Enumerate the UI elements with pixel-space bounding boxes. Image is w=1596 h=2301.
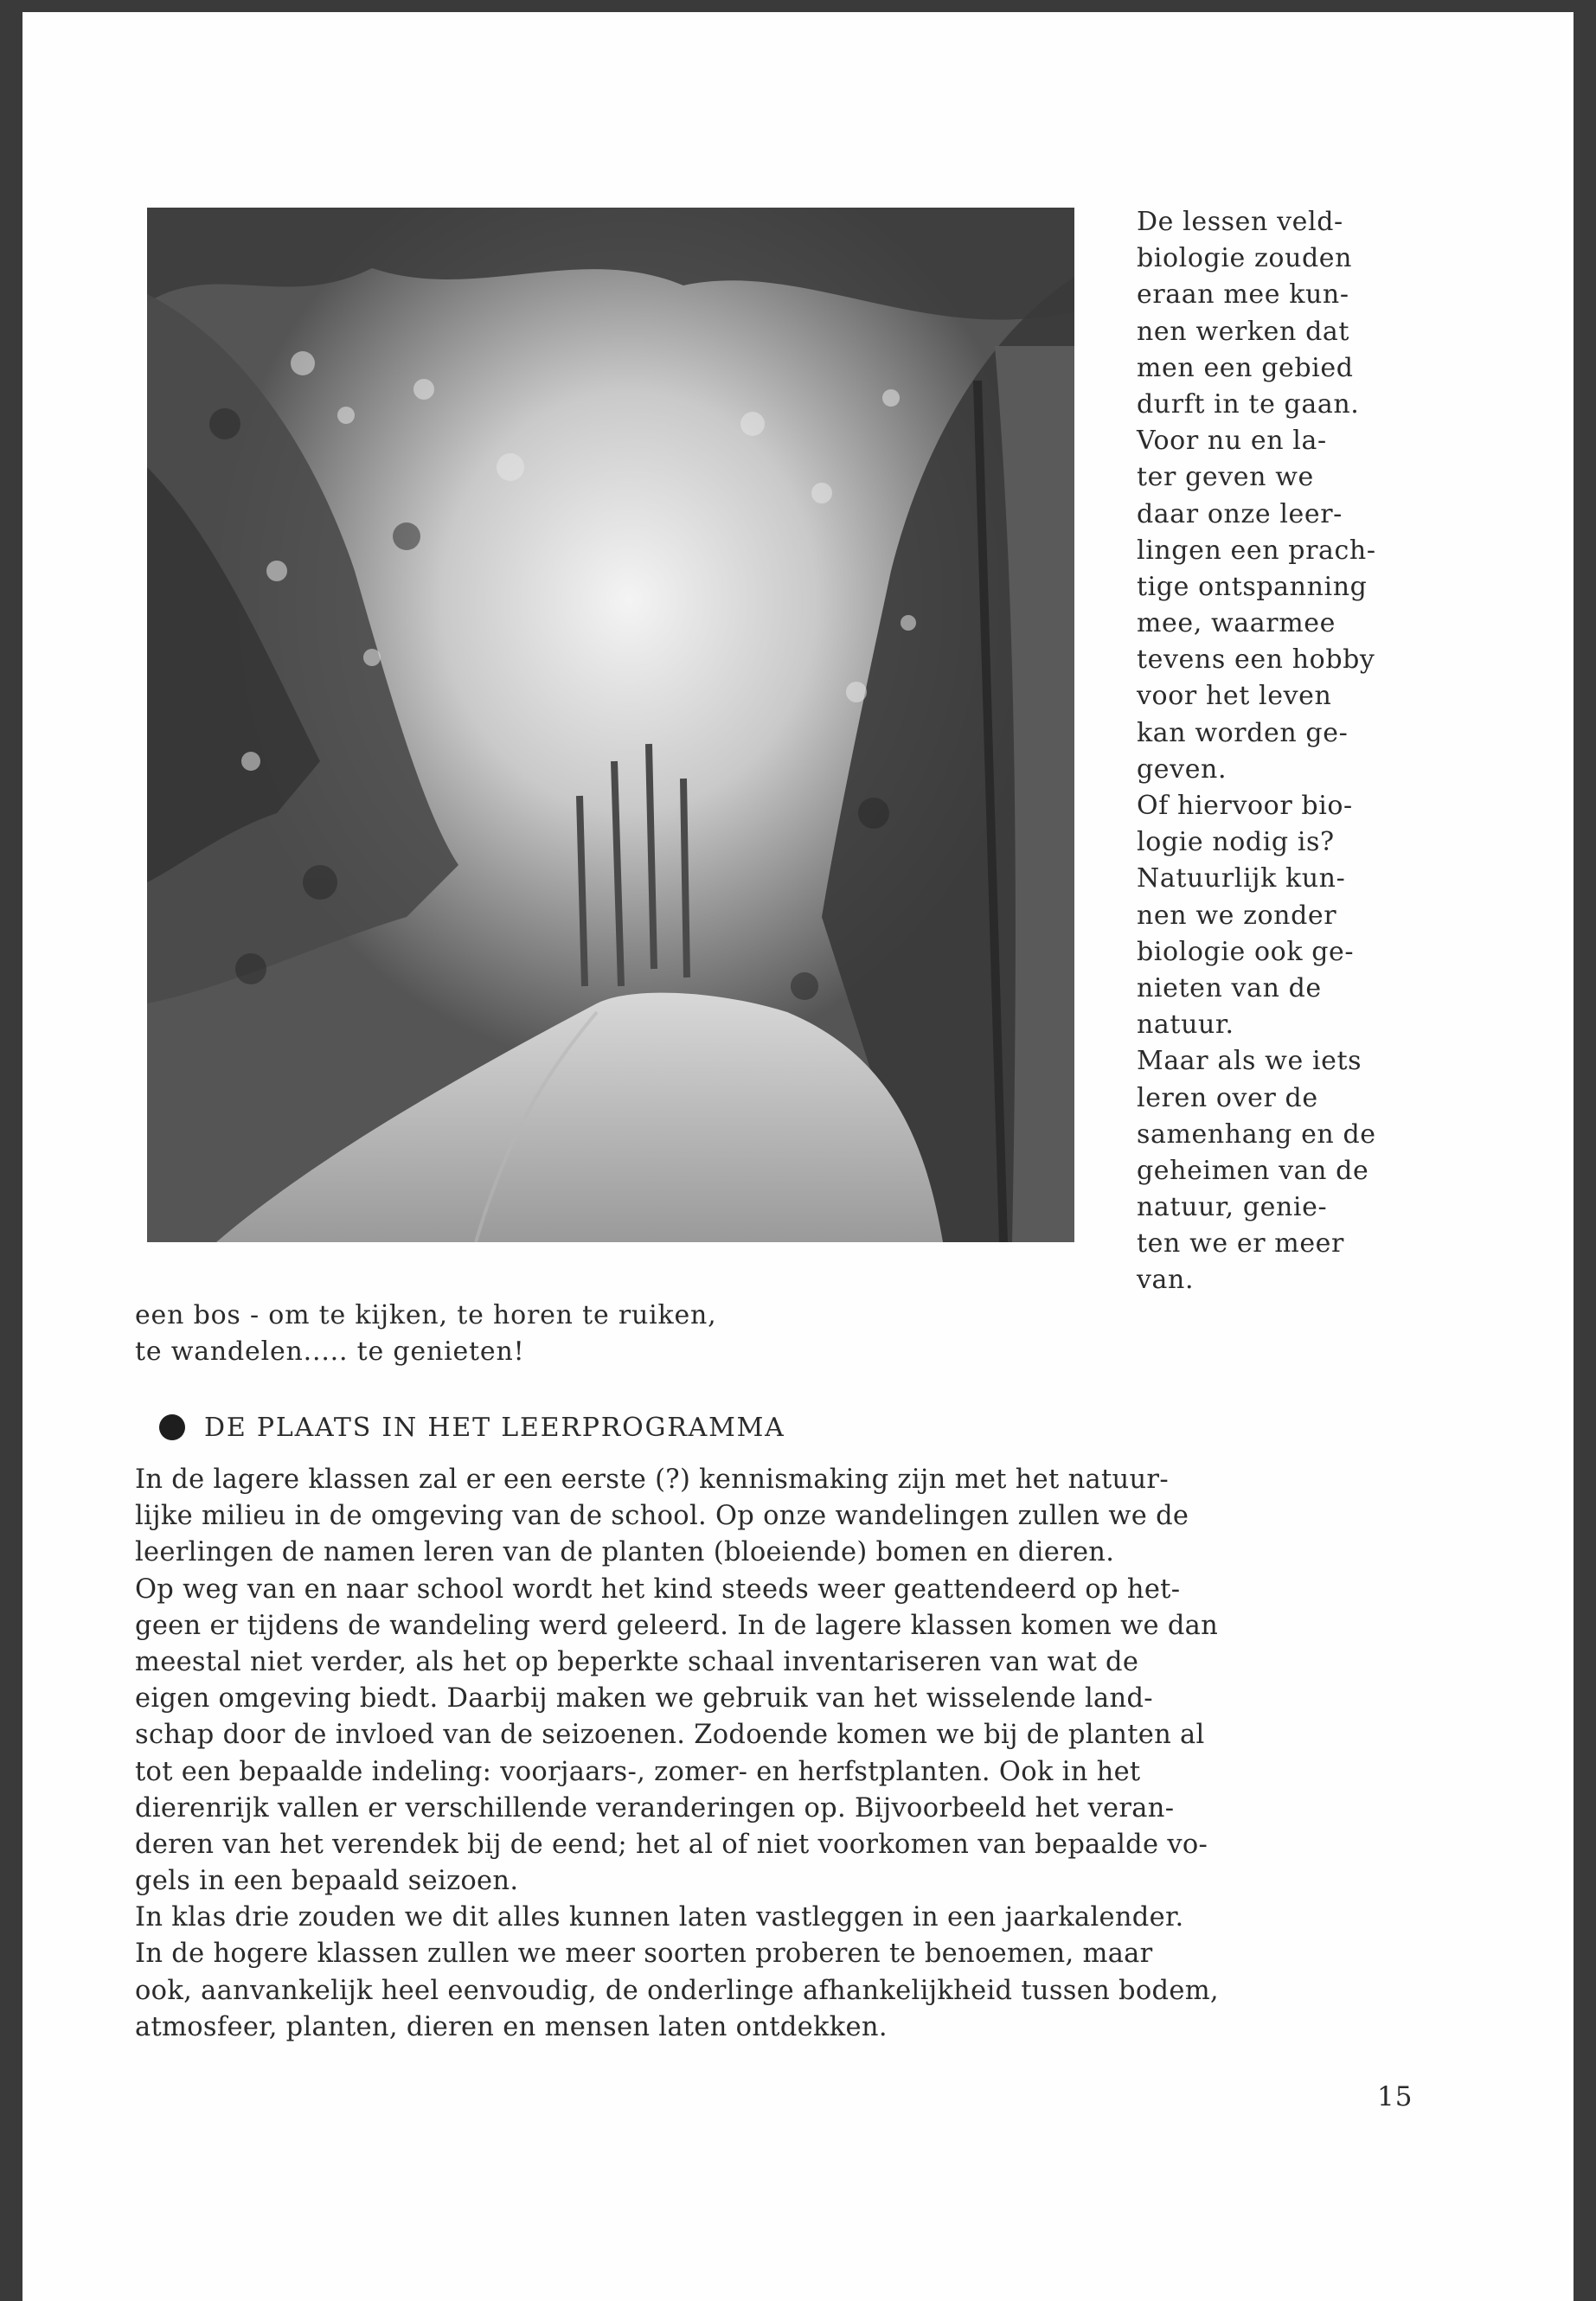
body-line: Op weg van en naar school wordt het kind steeds weer geattendeerd op het-	[135, 1574, 1181, 1605]
sidebar-line: logie nodig is?	[1137, 827, 1335, 858]
body-line: tot een bepaalde indeling: voorjaars-, zomer- en herfstplanten. Ook in het	[135, 1756, 1141, 1787]
sidebar-line: eraan mee kun-	[1137, 279, 1349, 311]
body-line: In de hogere klassen zullen we meer soorten proberen te benoemen, maar	[135, 1939, 1153, 1970]
body-line: deren van het verendek bij de eend; het al of niet voorkomen van bepaalde vo-	[135, 1829, 1208, 1860]
sidebar-line: geven.	[1137, 753, 1227, 785]
sidebar-paragraph	[1137, 204, 1448, 1299]
sidebar-line: Voor nu en la-	[1137, 426, 1327, 457]
sidebar-line: Of hiervoor bio-	[1137, 791, 1353, 821]
sidebar-line: ter geven we	[1137, 462, 1314, 493]
body-line: eigen omgeving biedt. Daarbij maken we gebruik van het wisselende land-	[135, 1683, 1153, 1715]
sidebar-line: leren over de	[1137, 1082, 1318, 1113]
body-line: atmosfeer, planten, dieren en mensen laten ontdekken.	[135, 2011, 888, 2042]
caption-line: een bos - om te kijken, te horen te ruiken,	[135, 1300, 717, 1330]
sidebar-line: kan worden ge-	[1137, 717, 1349, 748]
body-line: schap door de invloed van de seizoenen. Zodoende komen we bij de planten al	[135, 1720, 1205, 1751]
bullet-icon	[159, 1414, 185, 1440]
sidebar-line: De lessen veld-	[1137, 207, 1343, 237]
body-line: geen er tijdens de wandeling werd geleerd. In de lagere klassen komen we dan	[135, 1610, 1219, 1641]
sidebar-line: biologie zouden	[1137, 243, 1353, 274]
body-line: In de lagere klassen zal er een eerste (?) kennismaking zijn met het natuur-	[135, 1465, 1169, 1495]
sidebar-line: tige ontspanning	[1137, 571, 1368, 602]
sidebar-line: tevens een hobby	[1137, 644, 1375, 676]
photo-caption	[135, 1298, 1000, 1370]
sidebar-line: natuur, genie-	[1137, 1192, 1328, 1223]
forest-path-photo	[147, 208, 1074, 1242]
body-paragraph	[135, 1462, 1458, 2046]
sidebar-line: nen we zonder	[1137, 900, 1337, 931]
sidebar-line: nen werken dat	[1137, 316, 1350, 347]
sidebar-line: Maar als we iets	[1137, 1046, 1362, 1077]
sidebar-line: men een gebied	[1137, 352, 1354, 383]
sidebar-line: nieten van de	[1137, 972, 1322, 1003]
body-line: ook, aanvankelijk heel eenvoudig, de onderlinge afhankelijkheid tussen bodem,	[135, 1975, 1219, 2006]
sidebar-line: durft in te gaan.	[1137, 388, 1360, 420]
sidebar-line: mee, waarmee	[1137, 608, 1336, 639]
sidebar-line: van.	[1137, 1265, 1195, 1296]
body-line: dierenrijk vallen er verschillende veranderingen op. Bijvoorbeeld het veran-	[135, 1792, 1175, 1823]
caption-line: te wandelen..... te genieten!	[135, 1336, 525, 1367]
sidebar-line: samenhang en de	[1137, 1118, 1376, 1150]
body-line: lijke milieu in de omgeving van de school. Op onze wandelingen zullen we de	[135, 1501, 1189, 1532]
sidebar-line: biologie ook ge-	[1137, 936, 1355, 967]
page-number: 15	[1377, 2081, 1413, 2112]
body-line: leerlingen de namen leren van de planten (bloeiende) bomen en dieren.	[135, 1537, 1115, 1568]
document-page	[22, 12, 1574, 2301]
sidebar-line: lingen een prach-	[1137, 535, 1376, 566]
sidebar-line: daar onze leer-	[1137, 498, 1343, 529]
sidebar-line: geheimen van de	[1137, 1155, 1369, 1186]
body-line: meestal niet verder, als het op beperkte schaal inventariseren van wat de	[135, 1646, 1139, 1677]
body-line: gels in een bepaald seizoen.	[135, 1866, 519, 1897]
body-line: In klas drie zouden we dit alles kunnen laten vastleggen in een jaarkalender.	[135, 1902, 1184, 1933]
sidebar-line: ten we er meer	[1137, 1228, 1344, 1259]
sidebar-line: voor het leven	[1137, 681, 1332, 712]
sidebar-line: natuur.	[1137, 1009, 1234, 1041]
sidebar-line: Natuurlijk kun-	[1137, 863, 1346, 894]
section-heading-text: DE PLAATS IN HET LEERPROGRAMMA	[204, 1412, 785, 1443]
section-heading	[159, 1408, 785, 1446]
